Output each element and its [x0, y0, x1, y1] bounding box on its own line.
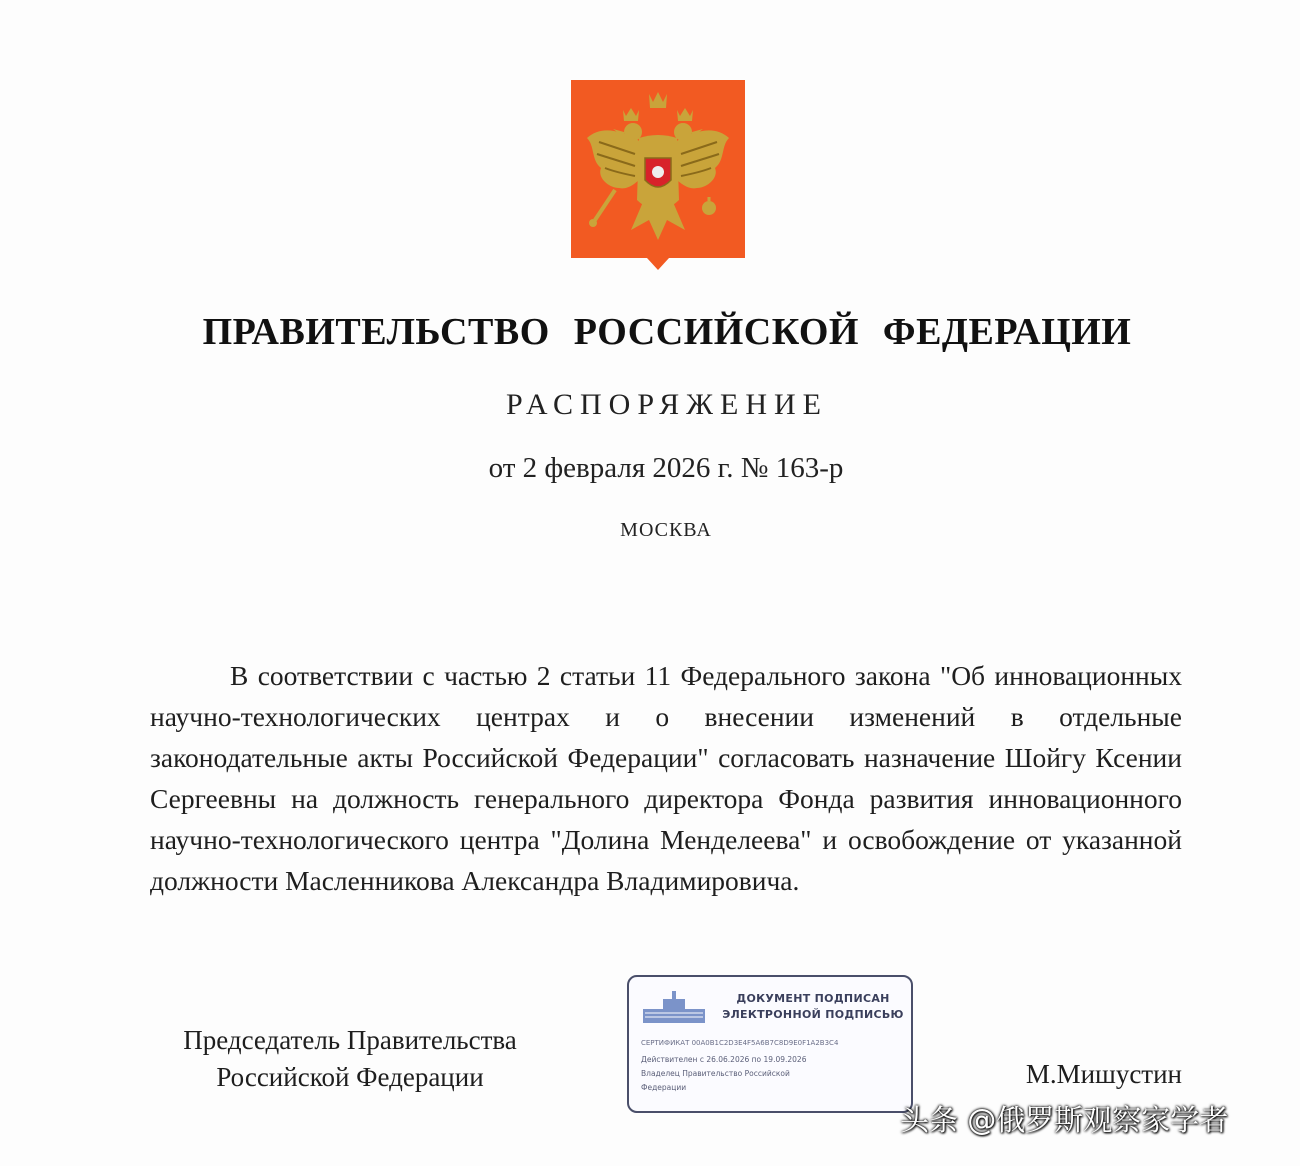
stamp-owner-line2: Федерации: [641, 1083, 687, 1092]
government-building-icon: [641, 991, 707, 1025]
e-signature-stamp: [627, 975, 913, 1113]
stamp-certificate: СЕРТИФИКАТ 00A0B1C2D3E4F5A6B7C8D9E0F1A2B3C4: [641, 1039, 839, 1047]
signer-title-line1: Председатель Правительства: [183, 1025, 517, 1055]
stamp-owner-line1: Владелец Правительство Российской: [641, 1069, 790, 1078]
stamp-heading-line2: ЭЛЕКТРОННОЙ ПОДПИСЬЮ: [722, 1008, 904, 1021]
stamp-heading: [715, 991, 911, 1023]
order-body-text: В соответствии с частью 2 статьи 11 Федерального закона "Об инновационных научно-технологических центрах и о внесении изменений в отдельные законодательные акты Российской Федерации" согласовать назначение Шойгу Ксении Сергеевны на должность генерального директора Фонда развития инновационного научно-технологического центра "Долина Менделеева" и освобождение от указанной должности Масленникова Александра Владимировича.: [150, 660, 1182, 896]
signer-title: [130, 1022, 570, 1096]
document-type: РАСПОРЯЖЕНИЕ: [505, 388, 829, 421]
document-date-number: от 2 февраля 2026 г. № 163-р: [488, 452, 844, 484]
signer-name: М.Мишустин: [1025, 1059, 1182, 1089]
document-city: МОСКВА: [620, 519, 712, 541]
signer-title-line2: Российской Федерации: [216, 1062, 484, 1092]
stamp-heading-line1: ДОКУМЕНТ ПОДПИСАН: [736, 992, 890, 1005]
source-watermark: 头条 @俄罗斯观察家学者: [900, 1103, 1229, 1137]
stamp-validity: Действителен с 26.06.2026 по 19.09.2026: [641, 1055, 807, 1064]
russian-coat-of-arms-icon: [571, 80, 745, 270]
government-title: ПРАВИТЕЛЬСТВО РОССИЙСКОЙ ФЕДЕРАЦИИ: [202, 311, 1132, 353]
